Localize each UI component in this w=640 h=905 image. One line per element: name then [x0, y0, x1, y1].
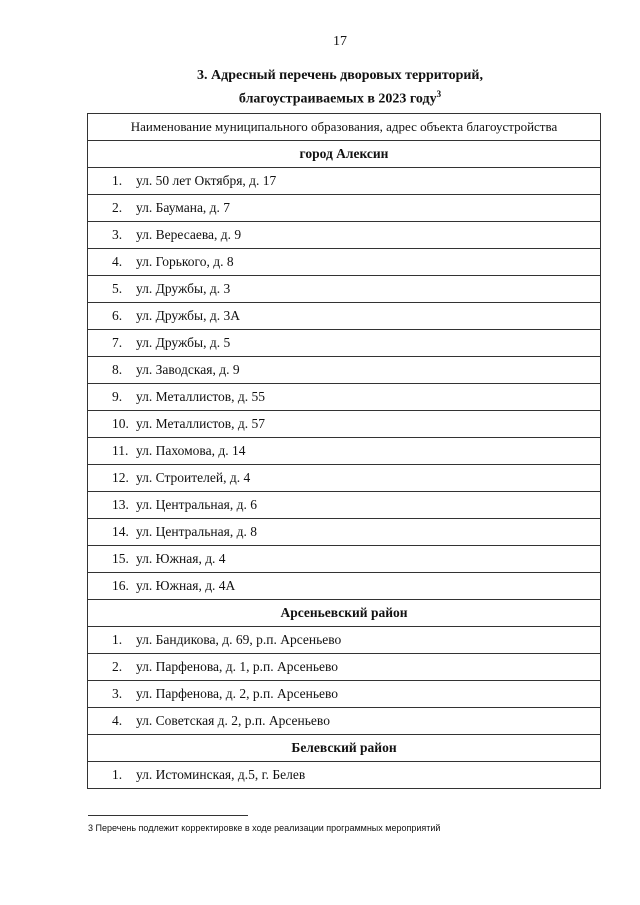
row-number: 3.: [112, 686, 123, 701]
address-cell: [88, 330, 601, 357]
table-row: [88, 519, 601, 546]
table-row: [88, 249, 601, 276]
address-text: ул. Заводская, д. 9: [136, 362, 240, 377]
address-text: ул. Металлистов, д. 55: [136, 389, 266, 404]
table-row: [88, 627, 601, 654]
table-row: [88, 330, 601, 357]
row-number: 11.: [112, 443, 129, 458]
address-text: ул. Дружбы, д. 3: [136, 281, 231, 296]
address-cell: [88, 519, 601, 546]
table-row: [88, 573, 601, 600]
address-cell: [88, 411, 601, 438]
row-number: 14.: [112, 524, 129, 539]
table-row: [88, 654, 601, 681]
heading-line-1: 3. Адресный перечень дворовых территорий,: [197, 68, 483, 83]
address-text: ул. Баумана, д. 7: [136, 200, 231, 215]
group-title: Арсеньевский район: [88, 600, 601, 627]
table-row: [88, 411, 601, 438]
address-cell: [88, 573, 601, 600]
address-cell: [88, 762, 601, 789]
address-text: ул. Южная, д. 4: [136, 551, 226, 566]
address-cell: [88, 681, 601, 708]
address-text: ул. Центральная, д. 8: [136, 524, 257, 539]
heading-line-2-text: благоустраиваемых в 2023 году: [238, 91, 437, 107]
address-cell: [88, 465, 601, 492]
address-text: ул. Бандикова, д. 69, р.п. Арсеньево: [136, 632, 342, 647]
address-cell: [88, 546, 601, 573]
address-cell: [88, 438, 601, 465]
table-row: [88, 222, 601, 249]
address-cell: [88, 222, 601, 249]
table-row: [88, 195, 601, 222]
address-text: ул. Дружбы, д. 5: [136, 335, 231, 350]
address-text: ул. Советская д. 2, р.п. Арсеньево: [136, 713, 330, 728]
row-number: 9.: [112, 389, 123, 404]
address-text: ул. Металлистов, д. 57: [136, 416, 266, 431]
row-number: 1.: [112, 632, 123, 647]
address-cell: [88, 708, 601, 735]
table-header-row: [88, 114, 601, 141]
group-title: город Алексин: [88, 141, 601, 168]
address-text: ул. Парфенова, д. 1, р.п. Арсеньево: [136, 659, 339, 674]
row-number: 16.: [112, 578, 129, 593]
row-number: 1.: [112, 767, 123, 782]
row-number: 12.: [112, 470, 129, 485]
row-number: 4.: [112, 254, 123, 269]
page-number: 17: [333, 34, 347, 49]
row-number: 3.: [112, 227, 123, 242]
section-heading: [150, 67, 530, 109]
address-table: [87, 113, 601, 789]
row-number: 13.: [112, 497, 129, 512]
address-cell: [88, 168, 601, 195]
address-text: ул. 50 лет Октября, д. 17: [136, 173, 277, 188]
address-cell: [88, 654, 601, 681]
footnote-ref: 3: [436, 89, 442, 99]
address-cell: [88, 303, 601, 330]
row-number: 8.: [112, 362, 123, 377]
group-row: [88, 735, 601, 762]
address-text: ул. Парфенова, д. 2, р.п. Арсеньево: [136, 686, 339, 701]
table-row: [88, 708, 601, 735]
group-title: Белевский район: [88, 735, 601, 762]
address-cell: [88, 627, 601, 654]
address-cell: [88, 249, 601, 276]
address-cell: [88, 492, 601, 519]
table-row: [88, 492, 601, 519]
table-row: [88, 168, 601, 195]
table-row: [88, 762, 601, 789]
address-text: ул. Строителей, д. 4: [136, 470, 251, 485]
address-text: ул. Южная, д. 4А: [136, 578, 236, 593]
footnote: 3 Перечень подлежит корректировке в ходе реализации программных мероприятий: [88, 823, 441, 833]
address-text: ул. Вересаева, д. 9: [136, 227, 242, 242]
footnote-rule: [88, 815, 248, 816]
table-row: [88, 681, 601, 708]
table-header: Наименование муниципального образования, адрес объекта благоустройства: [88, 114, 601, 141]
table-row: [88, 465, 601, 492]
table-row: [88, 357, 601, 384]
table-row: [88, 303, 601, 330]
address-text: ул. Центральная, д. 6: [136, 497, 257, 512]
row-number: 6.: [112, 308, 123, 323]
table-row: [88, 438, 601, 465]
address-cell: [88, 276, 601, 303]
group-row: [88, 600, 601, 627]
table-row: [88, 384, 601, 411]
group-row: [88, 141, 601, 168]
row-number: 5.: [112, 281, 123, 296]
row-number: 2.: [112, 200, 123, 215]
table-row: [88, 276, 601, 303]
address-cell: [88, 195, 601, 222]
row-number: 1.: [112, 173, 123, 188]
address-text: ул. Истоминская, д.5, г. Белев: [136, 767, 306, 782]
row-number: 7.: [112, 335, 123, 350]
row-number: 15.: [112, 551, 129, 566]
table-row: [88, 546, 601, 573]
address-text: ул. Горького, д. 8: [136, 254, 234, 269]
address-text: ул. Дружбы, д. 3А: [136, 308, 240, 323]
address-cell: [88, 357, 601, 384]
row-number: 10.: [112, 416, 129, 431]
row-number: 4.: [112, 713, 123, 728]
heading-line-2: [150, 85, 530, 109]
row-number: 2.: [112, 659, 123, 674]
address-text: ул. Пахомова, д. 14: [136, 443, 246, 458]
address-cell: [88, 384, 601, 411]
